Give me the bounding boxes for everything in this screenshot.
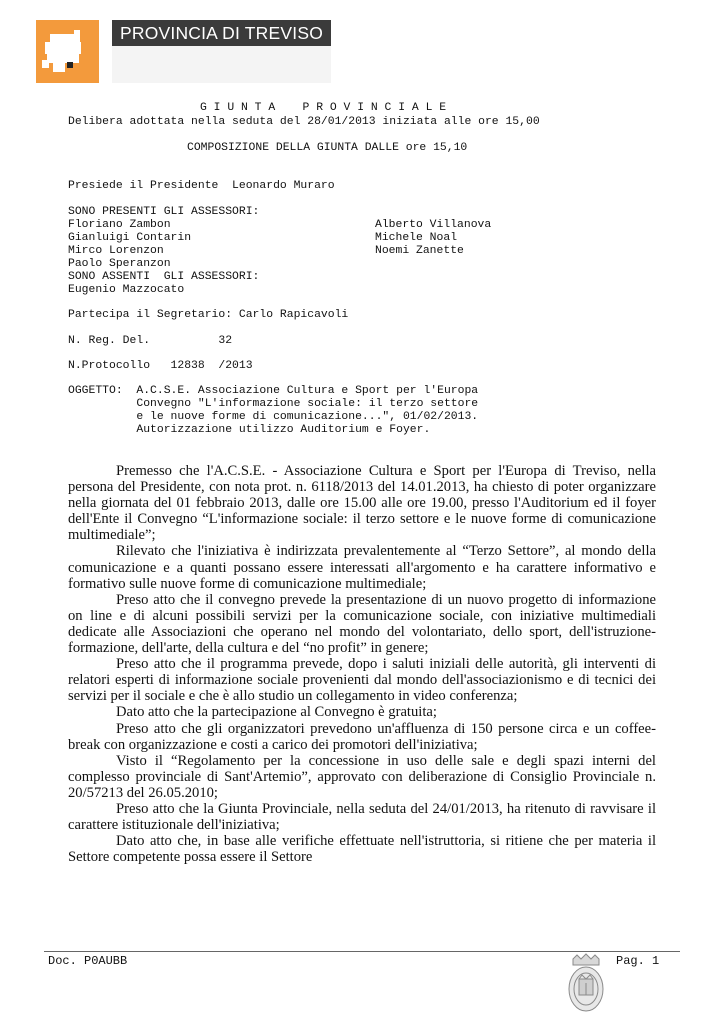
body-paragraph: Rilevato che l'iniziativa è indirizzata prevalentemente al “Terzo Settore”, al mondo della comunicazione e a quanti possano essere interessati all'argomento e ha carattere informativo e formativo sulle nuove forme di comunicazione multimediale; (68, 543, 656, 592)
presenti-label: SONO PRESENTI GLI ASSESSORI: (68, 206, 260, 218)
assessore-name: Paolo Speranzon (68, 258, 171, 270)
reg-del-line: N. Reg. Del. 32 (68, 335, 233, 347)
delibera-body (68, 463, 656, 865)
body-paragraph: Dato atto che la partecipazione al Convegno è gratuita; (116, 704, 437, 721)
oggetto-line: e le nuove forme di comunicazione...", 01/02/2013. (68, 411, 479, 423)
logo-shape-icon (36, 20, 99, 83)
body-paragraph: Preso atto che il convegno prevede la presentazione di un nuovo progetto di informazione on line e di alcuni possibili servizi per la comunicazione sociale, con iniziative multimediali dedicate alle Associazioni che operano nel mondo del volontariato, dello sport, dell'istruzione-formazione, dell'arte, della cultura e del “no profit” in genere; (68, 591, 656, 657)
title-band (112, 46, 331, 83)
provincia-title: PROVINCIA DI TREVISO (112, 20, 331, 46)
footer-divider (44, 951, 680, 952)
assessore-name: Noemi Zanette (375, 245, 464, 257)
segretario-line: Partecipa il Segretario: Carlo Rapicavoli (68, 309, 349, 321)
giunta-heading: G I U N T A P R O V I N C I A L E (200, 102, 447, 114)
protocollo-line: N.Protocollo 12838 /2013 (68, 360, 253, 372)
oggetto-line: OGGETTO: A.C.S.E. Associazione Cultura e Sport per l'Europa (68, 385, 479, 397)
assessore-name: Michele Noal (375, 232, 458, 244)
assessore-name: Gianluigi Contarin (68, 232, 192, 244)
assessore-name: Mirco Lorenzon (68, 245, 164, 257)
provincia-seal-icon (565, 953, 607, 1013)
assessore-name: Eugenio Mazzocato (68, 284, 185, 296)
delibera-line: Delibera adottata nella seduta del 28/01/2013 iniziata alle ore 15,00 (68, 116, 540, 128)
composizione-line: COMPOSIZIONE DELLA GIUNTA DALLE ore 15,10 (187, 142, 468, 154)
body-paragraph: Preso atto che il programma prevede, dopo i saluti iniziali delle autorità, gli interventi di relatori esperti di informazione sociale provenienti dal mondo dell'associazionismo e di tecnici dei servizi per il sociale e che è allo studio un collegamento in video conferenza; (68, 656, 656, 705)
oggetto-line: Autorizzazione utilizzo Auditorium e Foyer. (68, 424, 431, 436)
body-paragraph: Visto il “Regolamento per la concessione in uso delle sale e degli spazi interni del complesso provinciale di Sant'Artemio”, approvato con deliberazione di Consiglio Provinciale n. 20/57213 del 26.05.2010; (68, 752, 656, 801)
assessore-name: Floriano Zambon (68, 219, 171, 231)
provincia-logo (36, 20, 99, 83)
body-paragraph: Premesso che l'A.C.S.E. - Associazione Cultura e Sport per l'Europa di Treviso, nella persona del Presidente, con nota prot. n. 6118/2013 del 14.01.2013, ha chiesto di poter organizzare nella giornata del 01 febbraio 2013, dalle ore 15.00 alle ore 19.00, presso l'Auditorium ed il foyer dell'Ente il Convegno “L'informazione sociale: il terzo settore e le nuove forme di comunicazione multimediale”; (68, 463, 656, 544)
oggetto-line: Convegno "L'informazione sociale: il terzo settore (68, 398, 479, 410)
body-paragraph: Preso atto che gli organizzatori prevedono un'affluenza di 150 persone circa e un coffee-break con organizzazione e costi a carico dei promotori dell'iniziativa; (68, 720, 656, 753)
presiede-line: Presiede il Presidente Leonardo Muraro (68, 180, 335, 192)
footer-doc-code: Doc. P0AUBB (48, 954, 128, 968)
assenti-label: SONO ASSENTI GLI ASSESSORI: (68, 271, 260, 283)
footer-page-number: Pag. 1 (616, 954, 660, 968)
body-paragraph: Preso atto che la Giunta Provinciale, nella seduta del 24/01/2013, ha ritenuto di ravvisare il carattere istituzionale dell'iniziativa; (68, 800, 656, 834)
assessore-name: Alberto Villanova (375, 219, 492, 231)
body-paragraph: Dato atto che, in base alle verifiche effettuate nell'istruttoria, si ritiene che per materia il Settore competente possa essere il Settore (68, 833, 656, 866)
